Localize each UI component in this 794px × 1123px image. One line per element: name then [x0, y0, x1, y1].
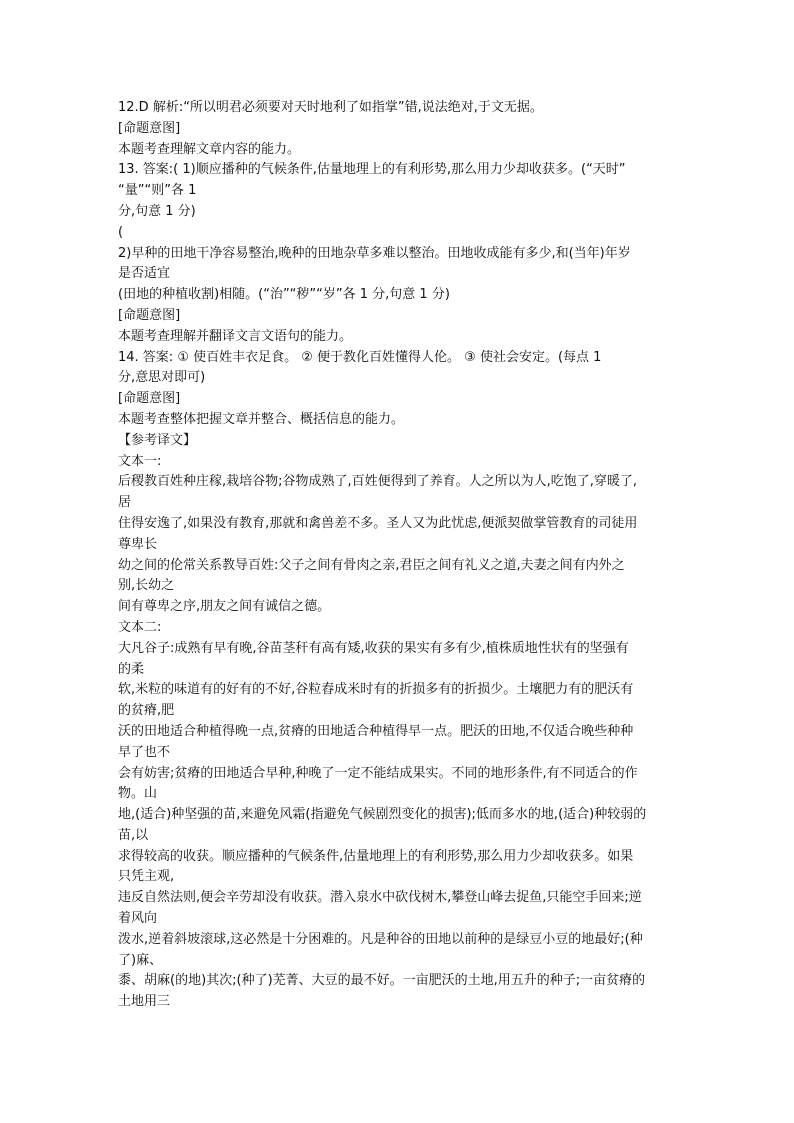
text-one-heading: 文本一:	[118, 453, 162, 469]
text-line: 别,长幼之	[118, 578, 175, 594]
text-line: 会有妨害;贫瘠的田地适合早种,种晚了一定不能结成果实。不同的地形条件,有不同适合的作	[118, 765, 638, 781]
text-line: 着风向	[118, 911, 158, 927]
text-line: 土地用三	[118, 994, 171, 1010]
text-line: “量”“则”各 1	[118, 183, 197, 199]
intent-text: 本题考查理解文章内容的能力。	[118, 141, 301, 157]
intent-heading: [命题意图]	[118, 120, 181, 136]
text-line: 沃的田地适合种植得晚一点,贫瘠的田地适合种植得早一点。肥沃的田地,不仅适合晚些种种	[118, 723, 634, 739]
text-line: 间有尊卑之序,朋友之间有诚信之德。	[118, 599, 331, 615]
text-line: 苗,以	[118, 827, 149, 843]
q13-answer-line: 13. 答案:( 1)顺应播种的气候条件,估量地理上的有利形势,那么用力少却收获多。(“天时”	[118, 162, 626, 178]
text-line: 后稷教百姓种庄稼,栽培谷物;谷物成熟了,百姓便得到了养育。人之所以为人,吃饱了,穿暖了,	[118, 474, 638, 490]
text-line: 分,句意 1 分)	[118, 203, 196, 219]
q14-answer-line: 14. 答案: ① 使百姓丰衣足食。 ② 便于教化百姓懂得人伦。 ③ 使社会安定。(每点 1	[118, 349, 602, 365]
text-line: 尊卑长	[118, 536, 158, 552]
text-line: 分,意思对即可)	[118, 370, 206, 386]
intent-text: 本题考查整体把握文章并整合、概括信息的能力。	[118, 411, 405, 427]
text-line: 2)早种的田地干净容易整治,晚种的田地杂草多难以整治。田地收成能有多少,和(当年)年岁	[118, 245, 631, 261]
q12-answer-line: 12.D 解析:“所以明君必须要对天时地利了如指掌”错,说法绝对,于文无据。	[118, 100, 543, 115]
text-line: 黍、胡麻(的地)其次;(种了)芜菁、大豆的最不好。一亩肥沃的土地,用五升的种子;一亩贫瘠的	[118, 973, 646, 989]
text-two-heading: 文本二:	[118, 619, 162, 635]
text-line: 是否适宜	[118, 266, 171, 282]
text-line: 了)麻、	[118, 952, 163, 968]
text-line: 地,(适合)种坚强的苗,来避免风霜(指避免气候剧烈变化的损害);低而多水的地,(适合)种较弱的	[118, 807, 647, 823]
text-line: 软,米粒的味道有的好有的不好,谷粒舂成米时有的折损多有的折损少。土壤肥力有的肥沃有	[118, 682, 634, 698]
text-line: 住得安逸了,如果没有教育,那就和禽兽差不多。圣人又为此忧虑,便派契做掌管教育的司徒用	[118, 515, 638, 531]
text-line: 只凭主观,	[118, 869, 175, 885]
text-line: (	[118, 224, 124, 240]
text-line: 物。山	[118, 786, 158, 802]
document-body	[118, 98, 683, 1013]
text-line: 居	[118, 495, 132, 511]
text-line: 幼之间的伦常关系教导百姓:父子之间有骨肉之亲,君臣之间有礼义之道,夫妻之间有内外之	[118, 557, 625, 573]
text-line: 泼水,逆着斜坡滚球,这必然是十分困难的。凡是种谷的田地以前种的是绿豆小豆的地最好;(种	[118, 931, 643, 947]
intent-heading: [命题意图]	[118, 307, 181, 323]
translation-heading: 【参考译文】	[118, 432, 197, 448]
text-line: (田地的种植收割)相随。(“治”“秽”“岁”各 1 分,句意 1 分)	[118, 287, 450, 303]
text-line: 的柔	[118, 661, 145, 677]
text-line: 早了也不	[118, 744, 171, 760]
intent-heading: [命题意图]	[118, 391, 181, 407]
text-line: 大凡谷子:成熟有早有晚,谷苗茎秆有高有矮,收获的果实有多有少,植株质地性状有的坚强有	[118, 640, 629, 656]
text-line: 违反自然法则,便会辛劳却没有收获。潜入泉水中砍伐树木,攀登山峰去捉鱼,只能空手回来;逆	[118, 890, 642, 906]
text-line: 的贫瘠,肥	[118, 703, 175, 719]
text-line: 求得较高的收获。顺应播种的气候条件,估量地理上的有利形势,那么用力少却收获多。如果	[118, 848, 634, 864]
intent-text: 本题考查理解并翻译文言文语句的能力。	[118, 328, 353, 344]
